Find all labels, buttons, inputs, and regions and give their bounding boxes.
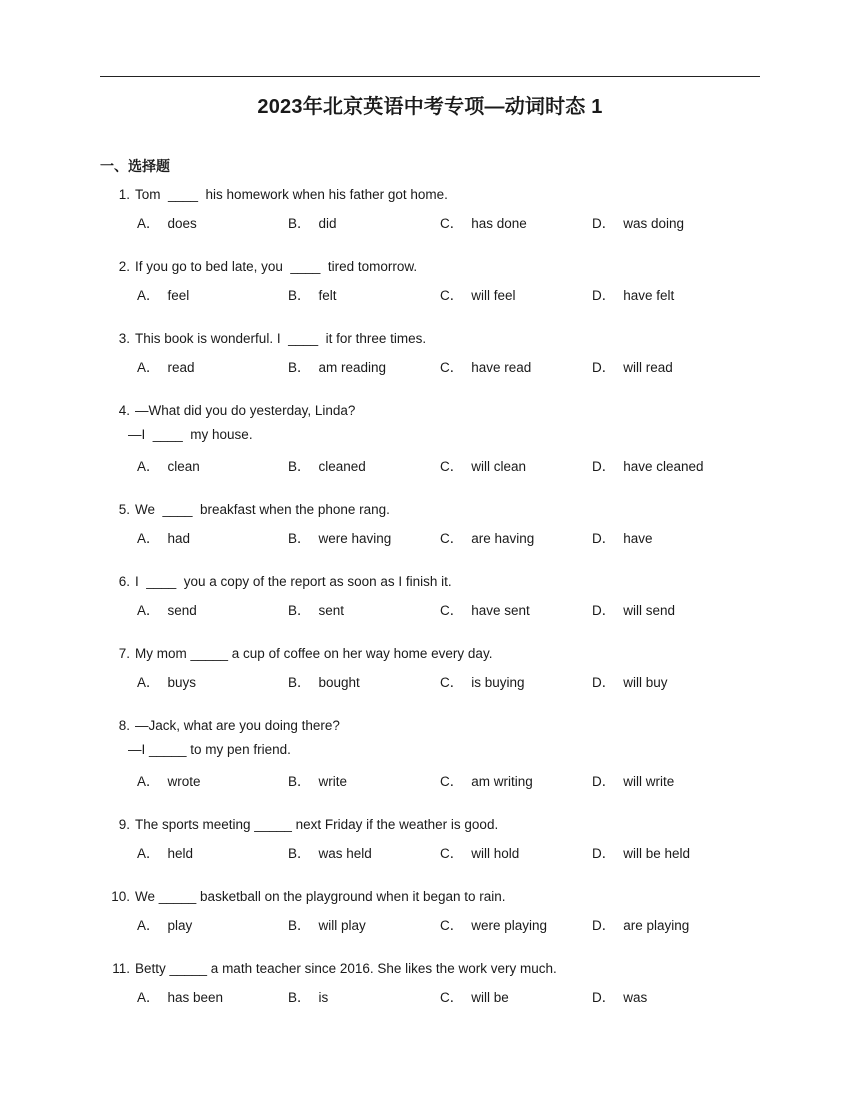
option-row [137, 455, 757, 473]
option-row [137, 986, 757, 1004]
question-stem [100, 403, 355, 418]
answer-option[interactable] [288, 284, 337, 304]
question-stem [100, 502, 390, 517]
option-text: will hold [471, 846, 520, 861]
option-row [137, 356, 757, 374]
question-text: —What did you do yesterday, Linda? [135, 403, 356, 418]
answer-option[interactable] [288, 212, 337, 232]
answer-option[interactable] [440, 842, 519, 862]
option-letter: C． [440, 288, 464, 303]
option-letter: C． [440, 216, 464, 231]
option-text: is [318, 990, 329, 1005]
option-text: have cleaned [623, 459, 704, 474]
option-letter: B． [288, 918, 311, 933]
option-letter: C． [440, 918, 464, 933]
question-item [100, 889, 760, 961]
option-text: send [167, 603, 197, 618]
answer-option[interactable] [288, 455, 366, 475]
option-letter: B． [288, 603, 311, 618]
option-text: will play [318, 918, 366, 933]
option-letter: D． [592, 360, 616, 375]
option-letter: B． [288, 531, 311, 546]
option-letter: D． [592, 990, 616, 1005]
answer-option[interactable] [137, 356, 195, 376]
option-text: were playing [471, 918, 548, 933]
option-text: will clean [471, 459, 527, 474]
option-text: sent [318, 603, 345, 618]
option-letter: C． [440, 459, 464, 474]
option-text: have read [471, 360, 532, 375]
option-letter: A． [137, 288, 160, 303]
option-text: will read [623, 360, 673, 375]
header-rule [100, 76, 760, 77]
answer-option[interactable] [137, 671, 196, 691]
dialogue-reply: —I _____ to my pen friend. [128, 742, 291, 757]
question-stem [100, 259, 417, 274]
option-letter: D． [592, 675, 616, 690]
option-text: has been [167, 990, 224, 1005]
answer-option[interactable] [137, 455, 200, 475]
option-letter: B． [288, 675, 311, 690]
option-letter: A． [137, 531, 160, 546]
answer-option[interactable] [137, 842, 193, 862]
answer-option[interactable] [440, 527, 534, 547]
option-letter: A． [137, 990, 160, 1005]
question-number: 2. [118, 259, 130, 274]
option-letter: A． [137, 459, 160, 474]
option-letter: C． [440, 846, 464, 861]
dialogue-reply: —I ____ my house. [128, 427, 253, 442]
option-text: has done [471, 216, 527, 231]
answer-option[interactable] [440, 284, 516, 304]
option-row [137, 671, 757, 689]
option-letter: C． [440, 360, 464, 375]
question-item [100, 502, 760, 574]
option-text: have sent [471, 603, 530, 618]
answer-option[interactable] [592, 599, 675, 619]
option-text: play [167, 918, 193, 933]
option-text: will feel [471, 288, 516, 303]
option-row [137, 284, 757, 302]
answer-option[interactable] [592, 284, 674, 304]
answer-option[interactable] [288, 842, 372, 862]
option-letter: A． [137, 216, 160, 231]
answer-option[interactable] [137, 914, 192, 934]
option-letter: C． [440, 603, 464, 618]
option-text: read [167, 360, 195, 375]
answer-option[interactable] [592, 914, 689, 934]
answer-option[interactable] [137, 986, 223, 1006]
question-number: 1. [118, 187, 130, 202]
option-text: clean [167, 459, 200, 474]
answer-option[interactable] [592, 527, 653, 547]
answer-option[interactable] [288, 356, 386, 376]
option-text: did [318, 216, 337, 231]
question-number: 7. [118, 646, 130, 661]
question-number: 3. [118, 331, 130, 346]
question-stem [100, 574, 452, 589]
question-text: We _____ basketball on the playground when it began to rain. [135, 889, 506, 904]
option-text: was doing [623, 216, 685, 231]
question-number: 6. [118, 574, 130, 589]
question-stem [100, 331, 426, 346]
option-text: will buy [623, 675, 668, 690]
option-letter: C． [440, 990, 464, 1005]
option-letter: B． [288, 846, 311, 861]
option-text: will be [471, 990, 509, 1005]
question-text: We ____ breakfast when the phone rang. [135, 502, 390, 517]
option-text: have felt [623, 288, 675, 303]
option-text: have [623, 531, 653, 546]
answer-option[interactable] [440, 671, 525, 691]
option-text: am reading [318, 360, 387, 375]
answer-option[interactable] [440, 914, 547, 934]
answer-option[interactable] [288, 914, 366, 934]
answer-option[interactable] [592, 671, 668, 691]
option-text: bought [318, 675, 360, 690]
option-text: wrote [167, 774, 201, 789]
answer-option[interactable] [288, 770, 347, 790]
answer-option[interactable] [592, 842, 690, 862]
question-item [100, 718, 760, 817]
question-stem [100, 889, 506, 904]
option-text: held [167, 846, 194, 861]
option-text: cleaned [318, 459, 366, 474]
question-stem [100, 817, 498, 832]
option-row [137, 842, 757, 860]
question-stem [100, 646, 492, 661]
option-text: will be held [623, 846, 691, 861]
question-number: 5. [118, 502, 130, 517]
answer-option[interactable] [137, 599, 197, 619]
option-text: felt [318, 288, 337, 303]
question-number: 9. [118, 817, 130, 832]
option-letter: B． [288, 360, 311, 375]
answer-option[interactable] [592, 986, 647, 1006]
question-item [100, 331, 760, 403]
answer-option[interactable] [137, 770, 201, 790]
option-row [137, 212, 757, 230]
question-text: The sports meeting _____ next Friday if the weather is good. [135, 817, 499, 832]
option-letter: B． [288, 774, 311, 789]
question-number: 8. [118, 718, 130, 733]
option-letter: C． [440, 774, 464, 789]
question-item [100, 259, 760, 331]
option-letter: A． [137, 360, 160, 375]
question-text: Betty _____ a math teacher since 2016. She likes the work very much. [135, 961, 557, 976]
option-letter: C． [440, 675, 464, 690]
option-text: will write [623, 774, 675, 789]
option-text: will send [623, 603, 676, 618]
answer-option[interactable] [592, 455, 704, 475]
question-list [100, 187, 760, 1033]
answer-option[interactable] [288, 986, 328, 1006]
question-text: This book is wonderful. I ____ it for three times. [135, 331, 427, 346]
option-letter: D． [592, 846, 616, 861]
option-letter: D． [592, 774, 616, 789]
question-number: 4. [118, 403, 130, 418]
option-letter: A． [137, 774, 160, 789]
question-item [100, 403, 760, 502]
answer-option[interactable] [288, 527, 391, 547]
option-letter: D． [592, 603, 616, 618]
answer-option[interactable] [440, 986, 509, 1006]
question-item [100, 961, 760, 1033]
option-text: are having [471, 531, 535, 546]
option-letter: A． [137, 918, 160, 933]
question-stem [100, 718, 340, 733]
option-letter: B． [288, 990, 311, 1005]
question-stem [100, 961, 557, 976]
answer-option[interactable] [592, 770, 674, 790]
question-number: 11. [112, 961, 130, 976]
question-text: Tom ____ his homework when his father got home. [135, 187, 448, 202]
answer-option[interactable] [440, 212, 527, 232]
question-item [100, 646, 760, 718]
option-text: write [318, 774, 348, 789]
option-letter: D． [592, 531, 616, 546]
question-item [100, 574, 760, 646]
document-title: 2023年北京英语中考专项—动词时态 1 [257, 96, 603, 118]
option-row [137, 527, 757, 545]
question-number: 10. [111, 889, 130, 904]
answer-option[interactable] [137, 527, 190, 547]
answer-option[interactable] [440, 599, 530, 619]
question-item [100, 817, 760, 889]
answer-option[interactable] [137, 212, 197, 232]
question-text: My mom _____ a cup of coffee on her way home every day. [135, 646, 493, 661]
answer-option[interactable] [440, 770, 533, 790]
answer-option[interactable] [592, 356, 673, 376]
option-letter: A． [137, 603, 160, 618]
option-text: was held [318, 846, 372, 861]
answer-option[interactable] [592, 212, 684, 232]
answer-option[interactable] [137, 284, 189, 304]
option-row [137, 770, 757, 788]
option-letter: A． [137, 846, 160, 861]
answer-option[interactable] [440, 455, 526, 475]
option-letter: C． [440, 531, 464, 546]
option-letter: B． [288, 459, 311, 474]
option-text: feel [167, 288, 190, 303]
question-stem [100, 187, 448, 202]
option-text: was [623, 990, 648, 1005]
option-letter: D． [592, 216, 616, 231]
answer-option[interactable] [440, 356, 531, 376]
question-text: —Jack, what are you doing there? [135, 718, 340, 733]
option-text: buys [167, 675, 197, 690]
option-letter: D． [592, 459, 616, 474]
option-letter: B． [288, 216, 311, 231]
option-row [137, 914, 757, 932]
question-item [100, 187, 760, 259]
section-heading: 一、选择题 [100, 158, 170, 174]
option-text: does [167, 216, 197, 231]
option-text: had [167, 531, 191, 546]
answer-option[interactable] [288, 599, 344, 619]
option-text: is buying [471, 675, 525, 690]
option-letter: B． [288, 288, 311, 303]
option-text: are playing [623, 918, 690, 933]
option-letter: D． [592, 288, 616, 303]
option-text: am writing [471, 774, 533, 789]
option-row [137, 599, 757, 617]
option-text: were having [318, 531, 392, 546]
question-text: I ____ you a copy of the report as soon as I finish it. [135, 574, 452, 589]
answer-option[interactable] [288, 671, 360, 691]
option-letter: D． [592, 918, 616, 933]
option-letter: A． [137, 675, 160, 690]
question-text: If you go to bed late, you ____ tired tomorrow. [135, 259, 418, 274]
